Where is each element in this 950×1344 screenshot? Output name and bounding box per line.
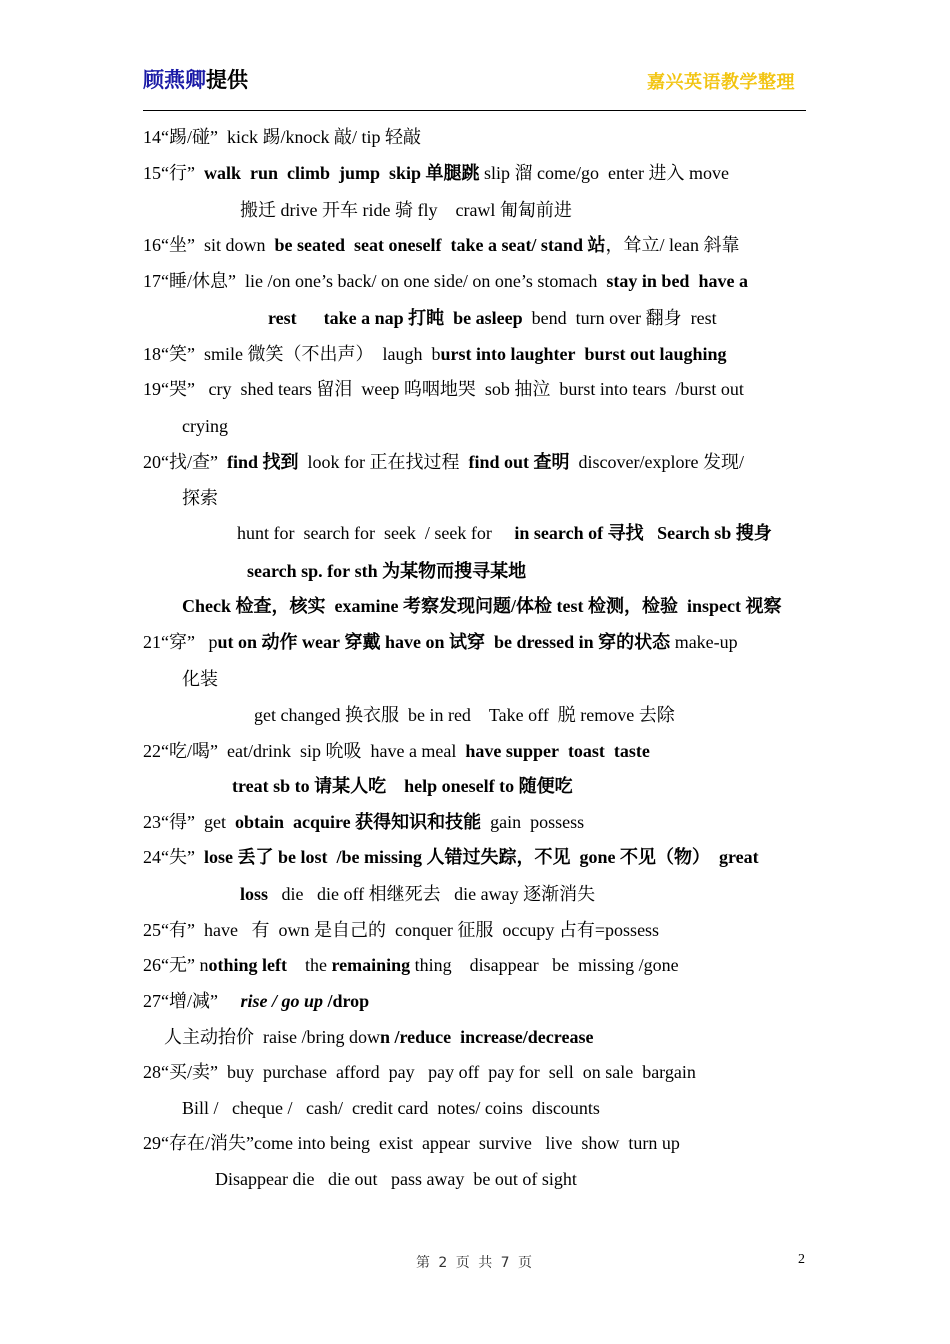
text-segment: have supper toast taste: [465, 741, 650, 761]
text-segment: Check 检查，核实 examine 考察发现问题/体检 test 检测，检验 inspect 视察: [182, 596, 782, 616]
text-segment: get changed 换衣服 be in red Take off 脱 remove 去除: [254, 705, 675, 725]
text-line: [182, 668, 218, 690]
header-left: [143, 64, 248, 94]
text-segment: rise / go up: [240, 991, 323, 1011]
text-line: [143, 811, 584, 833]
text-segment: /drop: [323, 991, 370, 1011]
text-line: [254, 704, 675, 726]
text-segment: the: [286, 955, 332, 975]
header-provided: 提供: [206, 68, 248, 92]
text-segment: stay in bed have a: [606, 271, 748, 291]
text-line: [182, 1097, 600, 1119]
text-segment: 14“踢/碰” kick 踢/knock 敲/ tip 轻敲: [143, 127, 421, 147]
text-line: [143, 1132, 680, 1154]
text-segment: 28“买/卖” buy purchase afford pay pay off pay for sell on sale bargain: [143, 1062, 696, 1082]
text-segment: 26“无” n: [143, 955, 209, 975]
text-segment: urst into laughter burst out laughing: [440, 344, 727, 364]
text-line: [143, 378, 744, 400]
text-segment: 人主动抬价 raise /bring dow: [164, 1027, 380, 1047]
text-segment: die die off 相继死去 die away 逐渐消失: [268, 884, 596, 904]
text-line: [143, 451, 744, 473]
text-segment: n /reduce increase/decrease: [379, 1027, 594, 1047]
text-line: [143, 234, 739, 256]
text-line: [143, 740, 650, 762]
text-segment: find out 查明: [468, 452, 570, 472]
text-line: [237, 522, 772, 544]
text-segment: gain possess: [481, 812, 585, 832]
text-line: [240, 883, 595, 905]
text-line: [247, 560, 526, 582]
text-line: [182, 487, 218, 509]
page-number: 2: [798, 1252, 805, 1267]
text-segment: 18“笑” smile 微笑（不出声） laugh b: [143, 344, 441, 364]
text-segment: remaining: [331, 955, 411, 975]
text-segment: slip 溜 come/go enter 进入 move: [479, 163, 729, 183]
text-segment: 16“坐” sit down: [143, 235, 275, 255]
text-line: [143, 162, 729, 184]
text-line: [143, 270, 748, 292]
text-segment: thing disappear be missing /gone: [410, 955, 679, 975]
text-segment: bend turn over 翻身 rest: [522, 308, 717, 328]
text-segment: treat sb to 请某人吃 help oneself to 随便吃: [232, 776, 573, 796]
text-line: [143, 919, 659, 941]
text-segment: 27“增/减”: [143, 991, 241, 1011]
text-segment: 化装: [182, 669, 218, 689]
text-segment: walk run climb jump skip 单腿跳: [203, 163, 480, 183]
text-line: [143, 990, 369, 1012]
text-segment: 29“存在/消失”come into being exist appear survive live show turn up: [143, 1133, 680, 1153]
text-segment: Bill / cheque / cash/ credit card notes/ coins discounts: [182, 1098, 600, 1118]
text-segment: 探索: [182, 488, 218, 508]
page-footer: 第 2 页 共 7 页: [415, 1255, 535, 1271]
header-author: 顾燕卿: [143, 68, 206, 92]
text-segment: obtain acquire 获得知识和技能: [234, 812, 482, 832]
text-segment: be seated seat oneself take a seat/ stand 站: [274, 235, 606, 255]
text-segment: make-up: [670, 632, 738, 652]
text-segment: 25“有” have 有 own 是自己的 conquer 征服 occupy 占有=possess: [143, 920, 660, 940]
text-line: [143, 954, 679, 976]
text-line: [164, 1026, 593, 1048]
text-segment: 22“吃/喝” eat/drink sip 吮吸 have a meal: [143, 741, 466, 761]
text-line: [268, 307, 717, 329]
text-segment: 17“睡/休息” lie /on one’s back/ on one side/ on one’s stomach: [143, 271, 607, 291]
text-segment: crying: [182, 416, 228, 436]
text-line: [143, 126, 421, 148]
text-line: [143, 343, 727, 365]
text-segment: ，耸立/ lean 斜靠: [605, 235, 740, 255]
text-segment: 23“得” get: [143, 812, 235, 832]
text-segment: hunt for search for seek / seek for: [237, 523, 515, 543]
text-line: [143, 631, 738, 653]
text-segment: 20“找/查”: [143, 452, 227, 472]
text-segment: othing left: [208, 955, 287, 975]
text-line: [215, 1168, 577, 1190]
text-segment: 19“哭” cry shed tears 留泪 weep 呜咽地哭 sob 抽泣 burst into tears /burst out: [143, 379, 744, 399]
text-segment: rest take a nap 打盹 be asleep: [268, 308, 523, 328]
text-segment: 24“失”: [143, 847, 204, 867]
text-segment: lose 丢了 be lost /be missing 人错过失踪，不见 gone 不见（物） great: [203, 847, 759, 867]
text-segment: 搬迁 drive 开车 ride 骑 fly crawl 匍匐前进: [240, 200, 572, 220]
header-right-title: 嘉兴英语教学整理: [647, 72, 795, 92]
header-divider: [143, 110, 806, 111]
text-line: [182, 595, 781, 617]
text-segment: in search of 寻找 Search sb 搜身: [514, 523, 772, 543]
text-segment: loss: [240, 884, 269, 904]
text-segment: find 找到: [226, 452, 299, 472]
text-segment: 21“穿” p: [143, 632, 218, 652]
text-segment: search sp. for sth 为某物而搜寻某地: [247, 561, 527, 581]
text-segment: Disappear die die out pass away be out of sight: [215, 1169, 577, 1189]
text-segment: ut on 动作 wear 穿戴 have on 试穿 be dressed in 穿的状态: [217, 632, 671, 652]
text-line: [182, 415, 228, 437]
text-line: [143, 1061, 696, 1083]
text-segment: 15“行”: [143, 163, 204, 183]
text-segment: discover/explore 发现/: [569, 452, 745, 472]
text-segment: look for 正在找过程: [298, 452, 469, 472]
text-line: [240, 199, 572, 221]
text-line: [143, 846, 759, 868]
text-line: [232, 775, 573, 797]
